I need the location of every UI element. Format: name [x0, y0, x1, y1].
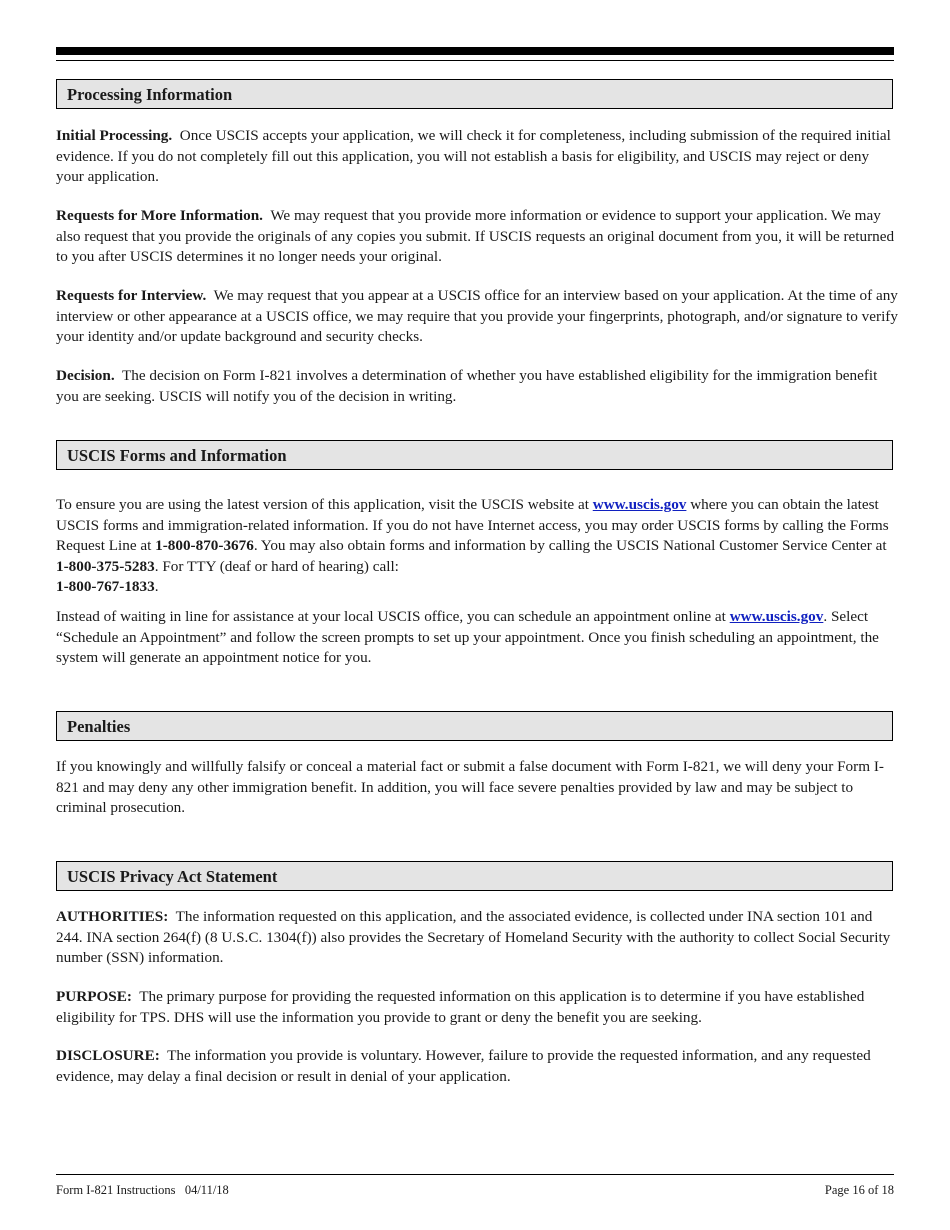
paragraph-interview [56, 286, 898, 348]
text-more-information: We may request that you provide more information or evidence to support your application. We may also request that you provide the originals of any copies you submit. If USCIS requests an original document from you, it will be returned to you after USCIS determines it no longer needs your original. [56, 207, 895, 265]
text-interview: We may request that you appear at a USCIS office for an interview based on your application. At the time of any interview or other appearance at a USCIS office, we may require that you provide your fingerprints, photograph, and/or signature to verify your identity and/or update background and security checks. [56, 287, 898, 345]
text-decision: The decision on Form I-821 involves a determination of whether you have established eligibility for the immigration benefit you are seeking. USCIS will notify you of the decision in writing. [56, 367, 878, 405]
label-initial-processing: Initial Processing. [56, 127, 173, 144]
label-interview: Requests for Interview. [56, 287, 207, 304]
footer-page-number: Page 16 of 18 [824, 1183, 894, 1197]
header-rule-thick [56, 47, 894, 55]
label-purpose: PURPOSE: [56, 988, 132, 1005]
paragraph-decision [56, 366, 898, 407]
paragraph-purpose [56, 987, 898, 1028]
label-decision: Decision. [56, 367, 115, 384]
text-forms-e: . [154, 578, 159, 595]
text-appointment-b: . Select “Schedule an Appointment” and follow the screen prompts to set up your appointment. Once you finish scheduling an appointment, the system will generate an appointment notice for you. [56, 608, 879, 666]
paragraph-forms-website [56, 495, 898, 598]
text-forms-d: . For TTY (deaf or hard of hearing) call: [154, 557, 399, 575]
paragraph-forms-appointment [56, 607, 898, 669]
paragraph-disclosure [56, 1046, 898, 1087]
phone-forms-request-line: 1-800-870-3676 [155, 537, 254, 554]
footer-date: 04/11/18 [184, 1183, 229, 1197]
label-authorities: AUTHORITIES: [56, 908, 169, 925]
text-authorities: The information requested on this application, and the associated evidence, is collected under INA section 101 and 244. INA section 264(f) (8 U.S.C. 1304(f)) also provides the Secretary of Homeland Security with the authority to collect Social Security number (SSN) information. [56, 908, 891, 966]
text-disclosure: The information you provide is voluntary. However, failure to provide the requested information, and any requested evidence, may delay a final decision or result in denial of your application. [56, 1047, 871, 1085]
section-header-penalties: Penalties [56, 711, 893, 741]
text-forms-c: . You may also obtain forms and information by calling the USCIS National Customer Service Center at [253, 537, 887, 554]
label-more-information: Requests for More Information. [56, 207, 263, 224]
label-disclosure: DISCLOSURE: [56, 1047, 160, 1064]
paragraph-more-information [56, 206, 898, 268]
header-rule-thin [56, 60, 894, 61]
footer-form-id [56, 1183, 229, 1198]
section-header-processing: Processing Information [56, 79, 893, 109]
text-forms-b: where you can obtain the latest USCIS forms and immigration-related information. If you do not have Internet access, you may order USCIS forms by calling the Forms Request Line at [56, 496, 889, 554]
uscis-website-link-2[interactable]: www.uscis.gov [729, 608, 824, 625]
uscis-website-link[interactable]: www.uscis.gov [592, 496, 687, 513]
text-appointment-a: Instead of waiting in line for assistance at your local USCIS office, you can schedule an appointment online at [56, 608, 730, 625]
paragraph-initial-processing [56, 126, 898, 188]
section-header-privacy: USCIS Privacy Act Statement [56, 861, 893, 891]
phone-ncsc: 1-800-375-5283 [56, 557, 155, 575]
paragraph-authorities [56, 907, 898, 969]
text-purpose: The primary purpose for providing the requested information on this application is to determine if you have established eligibility for TPS. DHS will use the information you provide to grant or deny the benefit you are seeking. [56, 988, 865, 1026]
section-header-forms: USCIS Forms and Information [56, 440, 893, 470]
paragraph-penalties: If you knowingly and willfully falsify or conceal a material fact or submit a false document with Form I-821, we will deny your Form I-821 and may deny any other immigration benefit. In addition, you will face severe penalties provided by law and may be subject to criminal prosecution. [56, 758, 884, 816]
phone-tty: 1-800-767-1833 [56, 578, 155, 595]
text-initial-processing: Once USCIS accepts your application, we will check it for completeness, including submission of the required initial evidence. If you do not completely fill out this application, you will not establish a basis for eligibility, and USCIS may reject or deny your application. [56, 127, 891, 185]
footer-form-name: Form I-821 Instructions [56, 1183, 176, 1197]
text-forms-a: To ensure you are using the latest version of this application, visit the USCIS website at [56, 496, 593, 513]
footer-rule [56, 1174, 894, 1175]
